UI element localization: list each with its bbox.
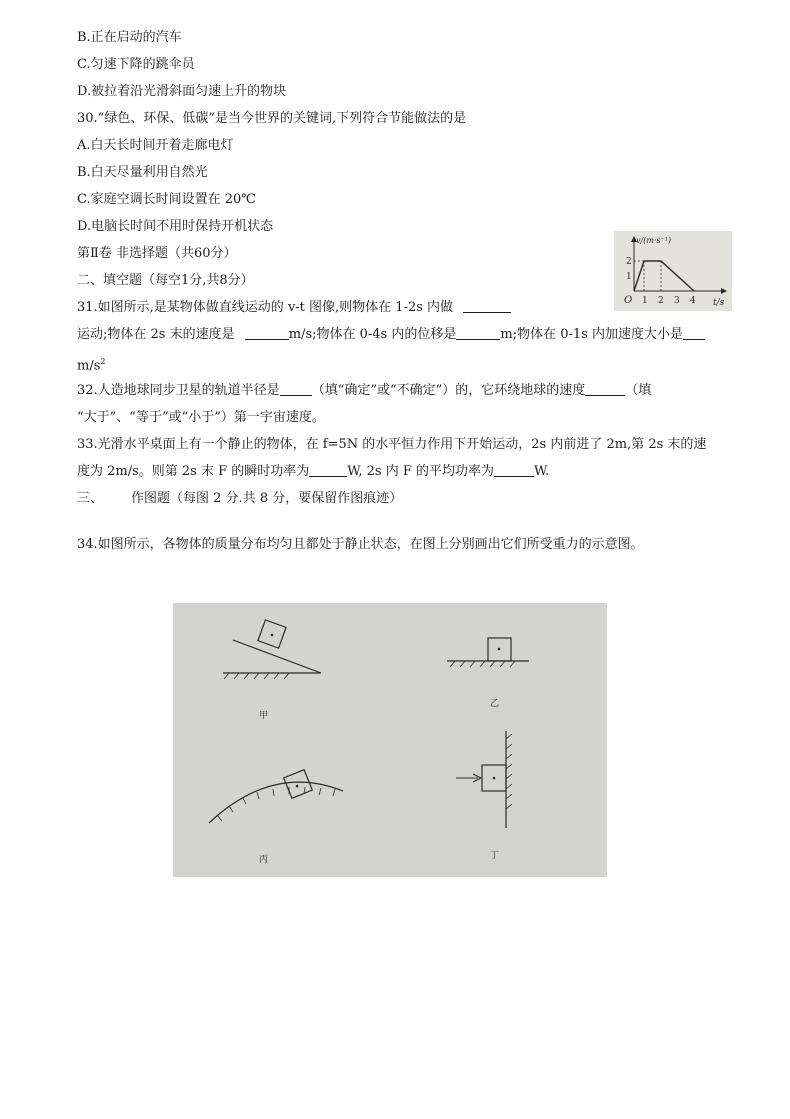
vt-xtick-1: 1 (642, 296, 648, 306)
option-b-line: B.正在启动的汽车 (77, 30, 182, 45)
question-32-line2: “大于”、“等于”或“小于”）第一宇宙速度。 (77, 410, 325, 425)
vt-curve (634, 261, 694, 291)
q31-blank-1[interactable] (463, 299, 511, 313)
q30-option-d: D.电脑长时间不用时保持开机状态 (77, 219, 274, 234)
label-jia: 甲 (259, 711, 269, 721)
option-d-line: D.被拉着沿光滑斜面匀速上升的物块 (77, 84, 287, 99)
q31-blank-3[interactable] (456, 326, 500, 340)
q30-option-c: C.家庭空调长时间设置在 20℃ (77, 192, 256, 207)
question-31-line3: $m/s^2$ (77, 357, 106, 374)
question-31-line1: 31.如图所示,是某物体做直线运动的 v-t 图像,则物体在 1-2s 内做 (77, 299, 511, 317)
question-30: 30.“绿色、环保、低碳”是当今世界的关键词,下列符合节能做法的是 (77, 111, 467, 126)
vt-ytick-1: 1 (626, 272, 632, 282)
diagram-ding (456, 731, 512, 861)
q32-blank-1[interactable] (280, 382, 312, 396)
vt-origin: O (624, 295, 633, 306)
q31-blank-4[interactable] (683, 326, 705, 340)
label-bing: 丙 (259, 855, 269, 865)
part-2-heading: 第Ⅱ卷 非选择题（共60分） (77, 246, 237, 261)
q33-blank-2[interactable] (494, 463, 534, 477)
vt-xtick-3: 3 (674, 296, 680, 306)
gravity-diagrams-svg (173, 603, 607, 877)
vt-graph (614, 231, 732, 311)
question-34: 34.如图所示，各物体的质量分布均匀且都处于静止状态，在图上分别画出它们所受重力的示意图。 (77, 537, 644, 552)
vt-graph-svg (614, 231, 732, 311)
section-2-heading: 二、填空题（每空1分,共8分） (77, 273, 254, 288)
q33-blank-1[interactable] (309, 463, 347, 477)
question-33-line1: 33.光滑水平桌面上有一个静止的物体，在 f=5N 的水平恒力作用下开始运动，2s 内前进了 2m,第 2s 末的速 (77, 437, 707, 452)
vt-ytick-2: 2 (626, 257, 632, 267)
gravity-diagrams-photo (173, 603, 607, 877)
section-3-heading: 三、 作图题（每图 2 分.共 8 分，要保留作图痕迹） (77, 491, 403, 506)
diagram-jia (223, 620, 321, 721)
vt-xtick-4: 4 (690, 296, 696, 306)
q30-option-a: A.白天长时间开着走廊电灯 (77, 138, 234, 153)
question-31-line2: 运动;物体在 2s 末的速度是 m/s;物体在 0-4s 内的位移是 m;物体在 0-1s 内加速度大小是 (77, 326, 705, 344)
question-33-line2: 度为 2m/s。则第 2s 末 F 的瞬时功率为 W, 2s 内 F 的平均功率为 W. (77, 464, 550, 479)
label-ding: 丁 (490, 851, 500, 861)
q30-option-b: B.白天尽量利用自然光 (77, 165, 208, 180)
vt-x-label: t/s (713, 298, 725, 308)
label-yi: 乙 (490, 699, 500, 709)
vt-y-label: v/(m·s⁻¹) (636, 236, 672, 245)
vt-xtick-2: 2 (658, 296, 664, 306)
diagram-yi (447, 638, 529, 709)
question-32-line1: 32.人造地球同步卫星的轨道半径是 （填“确定”或“不确定”）的，它环绕地球的速度 （填 (77, 383, 652, 398)
option-c-line: C.匀速下降的跳伞员 (77, 57, 195, 72)
q31-blank-2[interactable] (245, 326, 289, 340)
q32-blank-2[interactable] (585, 382, 625, 396)
diagram-bing (209, 770, 343, 865)
